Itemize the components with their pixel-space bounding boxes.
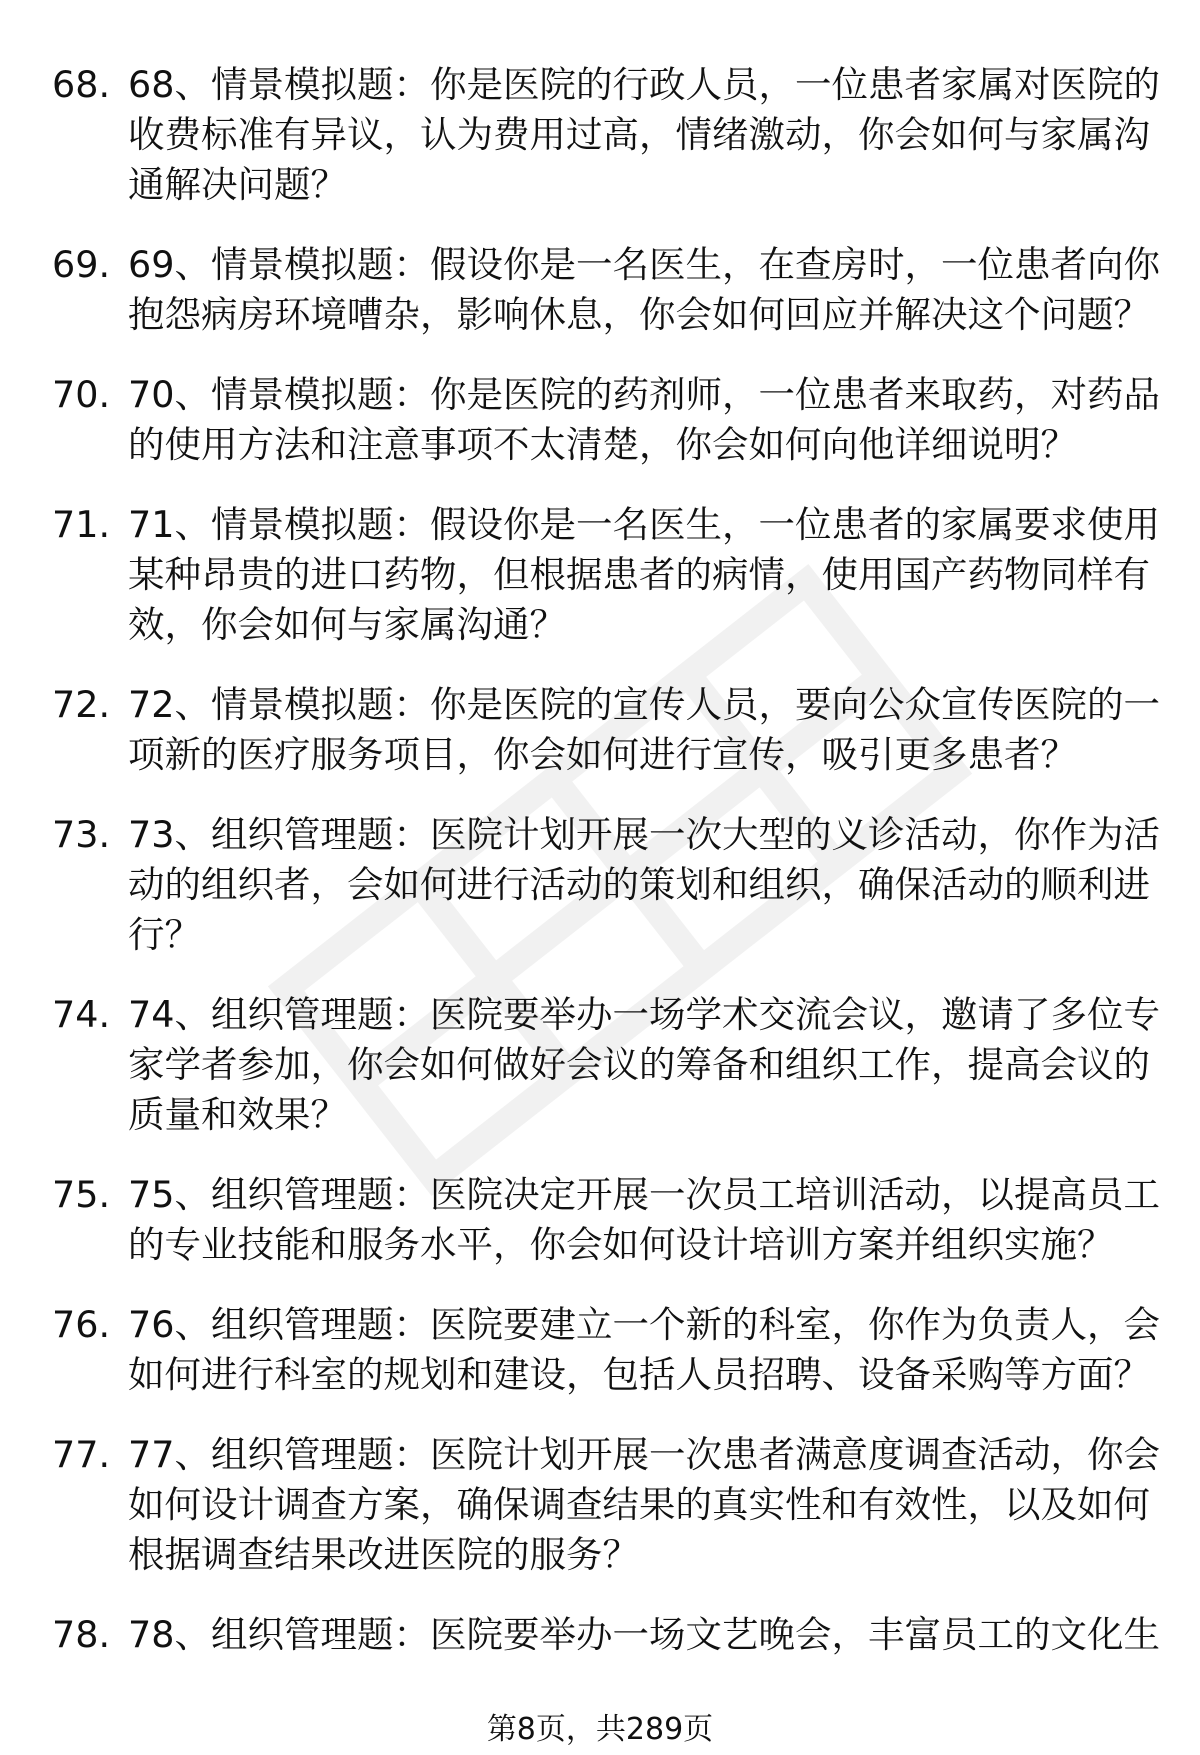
question-item: [0, 60, 1200, 210]
question-list: [0, 60, 1200, 1690]
question-item: [0, 1170, 1200, 1270]
question-item: [0, 240, 1200, 340]
question-item: [0, 680, 1200, 780]
question-text: 68、情景模拟题：你是医院的行政人员，一位患者家属对医院的收费标准有异议，认为费用过高，情绪激动，你会如何与家属沟通解决问题？: [128, 63, 1160, 206]
question-number: 76.: [52, 1303, 111, 1346]
question-text: 71、情景模拟题：假设你是一名医生，一位患者的家属要求使用某种昂贵的进口药物，但根据患者的病情，使用国产药物同样有效，你会如何与家属沟通？: [128, 503, 1160, 646]
question-text: 78、组织管理题：医院要举办一场文艺晚会，丰富员工的文化生: [128, 1613, 1160, 1656]
question-text: 73、组织管理题：医院计划开展一次大型的义诊活动，你作为活动的组织者，会如何进行活动的策划和组织，确保活动的顺利进行？: [128, 813, 1160, 956]
question-item: [0, 1610, 1200, 1660]
question-number: 74.: [52, 993, 111, 1036]
question-number: 69.: [52, 243, 111, 286]
question-number: 77.: [52, 1433, 111, 1476]
question-item: [0, 1430, 1200, 1580]
question-text: 77、组织管理题：医院计划开展一次患者满意度调查活动，你会如何设计调查方案，确保调查结果的真实性和有效性，以及如何根据调查结果改进医院的服务？: [128, 1433, 1160, 1576]
question-number: 72.: [52, 683, 111, 726]
page-footer: 第8页，共289页: [486, 1712, 714, 1747]
question-text: 70、情景模拟题：你是医院的药剂师，一位患者来取药，对药品的使用方法和注意事项不太清楚，你会如何向他详细说明？: [128, 373, 1160, 466]
question-item: [0, 1300, 1200, 1400]
question-number: 68.: [52, 63, 111, 106]
question-text: 75、组织管理题：医院决定开展一次员工培训活动，以提高员工的专业技能和服务水平，你会如何设计培训方案并组织实施？: [128, 1173, 1160, 1266]
question-item: [0, 990, 1200, 1140]
question-text: 74、组织管理题：医院要举办一场学术交流会议，邀请了多位专家学者参加，你会如何做好会议的筹备和组织工作，提高会议的质量和效果？: [128, 993, 1160, 1136]
question-number: 73.: [52, 813, 111, 856]
question-item: [0, 810, 1200, 960]
question-number: 75.: [52, 1173, 111, 1216]
question-number: 78.: [52, 1613, 111, 1656]
question-text: 72、情景模拟题：你是医院的宣传人员，要向公众宣传医院的一项新的医疗服务项目，你会如何进行宣传，吸引更多患者？: [128, 683, 1160, 776]
question-item: [0, 370, 1200, 470]
question-item: [0, 500, 1200, 650]
question-text: 69、情景模拟题：假设你是一名医生，在查房时，一位患者向你抱怨病房环境嘈杂，影响休息，你会如何回应并解决这个问题？: [128, 243, 1160, 336]
question-number: 70.: [52, 373, 111, 416]
question-number: 71.: [52, 503, 111, 546]
question-text: 76、组织管理题：医院要建立一个新的科室，你作为负责人，会如何进行科室的规划和建设，包括人员招聘、设备采购等方面？: [128, 1303, 1160, 1396]
